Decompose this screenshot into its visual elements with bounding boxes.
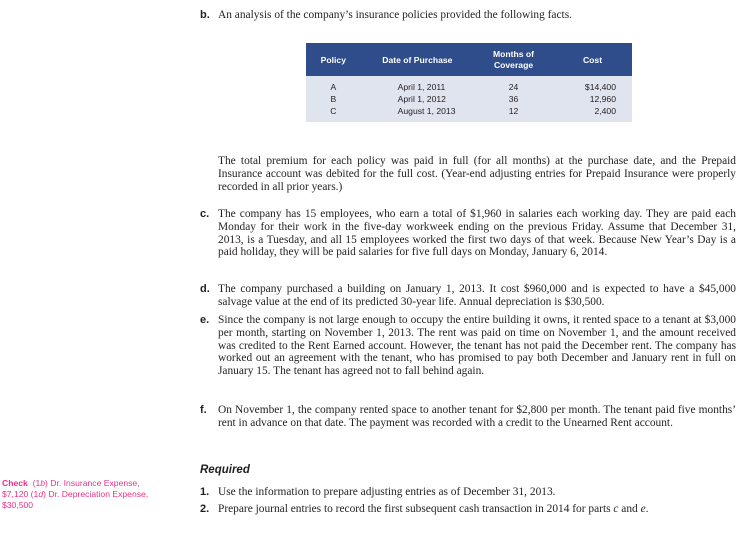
policy-cell: C bbox=[306, 105, 361, 122]
check-figures-note bbox=[2, 478, 192, 511]
cost-cell: 12,960 bbox=[553, 93, 632, 105]
required-item-1-text: Use the information to prepare adjusting entries as of December 31, 2013. bbox=[218, 486, 556, 498]
required-item-2-number: 2. bbox=[200, 503, 210, 515]
required-item-2-text: Prepare journal entries to record the first subsequent cash transaction in 2014 for parts c and e. bbox=[218, 503, 649, 515]
item-c-label: c. bbox=[200, 208, 210, 220]
date-cell: August 1, 2013 bbox=[361, 105, 474, 122]
cost-cell: $14,400 bbox=[553, 76, 632, 93]
months-cell: 24 bbox=[474, 76, 553, 93]
item-d-label: d. bbox=[200, 283, 210, 295]
table-row bbox=[306, 105, 632, 122]
policy-cell: A bbox=[306, 76, 361, 93]
item-b-label: b. bbox=[200, 9, 210, 21]
item-f-text: On November 1, the company rented space to another tenant for $2,800 per month. The tenant paid five months’ rent in advance on that date. The payment was recorded with a credit to the Unearned Rent account. bbox=[218, 404, 736, 429]
item-e-text: Since the company is not large enough to occupy the entire building it owns, it rented space to a tenant at $3,000 per month, starting on November 1, 2013. The rent was paid on time on November 1, and the amount received was credited to the Rent Earned account. However, the tenant has not paid the December rent. The company has worked out an agreement with the tenant, who has promised to pay both December and January rent in full on January 15. The tenant has agreed not to fall behind again. bbox=[218, 314, 736, 378]
required-heading: Required bbox=[200, 464, 250, 476]
table-row bbox=[306, 93, 632, 105]
item-b-intro: An analysis of the company’s insurance policies provided the following facts. bbox=[218, 9, 572, 21]
insurance-policy-table bbox=[306, 43, 632, 122]
policy-cell: B bbox=[306, 93, 361, 105]
item-d-text: The company purchased a building on January 1, 2013. It cost $960,000 and is expected to have a $45,000 salvage value at the end of its predicted 30-year life. Annual depreciation is $30,500. bbox=[218, 283, 736, 308]
date-cell: April 1, 2011 bbox=[361, 76, 474, 93]
header-date-of-purchase: Date of Purchase bbox=[361, 43, 474, 76]
cost-cell: 2,400 bbox=[553, 105, 632, 122]
item-f-label: f. bbox=[200, 404, 207, 416]
check-line-2: $7,120 (1d) Dr. Depreciation Expense, bbox=[2, 489, 149, 499]
check-line-1: Check (1b) Dr. Insurance Expense, bbox=[2, 478, 140, 488]
check-line-3: $30,500 bbox=[2, 500, 34, 510]
header-policy: Policy bbox=[306, 43, 361, 76]
item-b-followup: The total premium for each policy was paid in full (for all months) at the purchase date, and the Prepaid Insurance account was debited for the full cost. (Year-end adjusting entries for Prepaid Insurance were properly recorded in all prior years.) bbox=[218, 155, 736, 193]
required-item-1-number: 1. bbox=[200, 486, 210, 498]
check-label: Check bbox=[2, 478, 28, 488]
header-cost: Cost bbox=[553, 43, 632, 76]
table-header-row bbox=[306, 43, 632, 76]
header-months-of-coverage: Months of Coverage bbox=[474, 43, 553, 76]
months-cell: 36 bbox=[474, 93, 553, 105]
item-e-label: e. bbox=[200, 314, 210, 326]
table-row bbox=[306, 76, 632, 93]
item-c-text: The company has 15 employees, who earn a total of $1,960 in salaries each working day. They are paid each Monday for their work in the five-day workweek ending on the previous Friday. Assume that December 31, 2013, is a Tuesday, and all 15 employees worked the first two days of that week. Because New Year’s Day is a paid holiday, they will be paid salaries for five full days on Monday, January 6, 2014. bbox=[218, 208, 736, 259]
date-cell: April 1, 2012 bbox=[361, 93, 474, 105]
months-cell: 12 bbox=[474, 105, 553, 122]
